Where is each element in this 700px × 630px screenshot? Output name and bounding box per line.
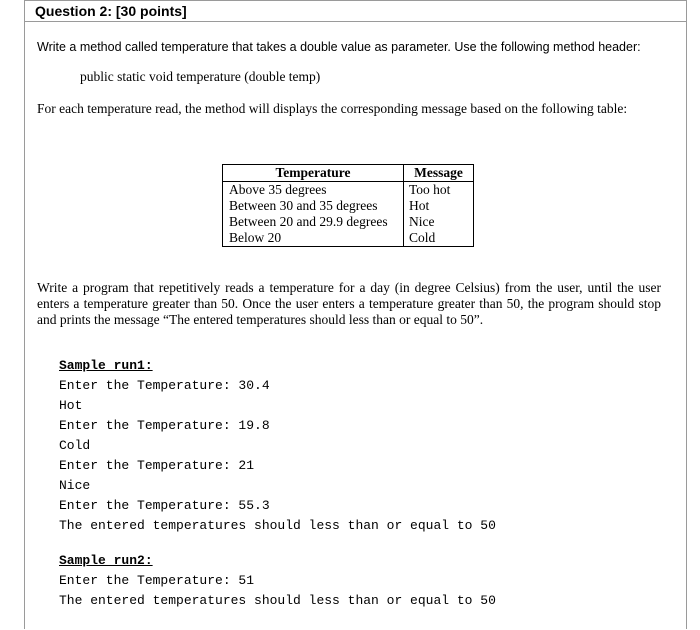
method-header: public static void temperature (double temp)	[80, 69, 321, 84]
sample-run1-title: Sample run1:	[59, 358, 153, 373]
sample-run2-line: Enter the Temperature: 51	[59, 573, 255, 588]
cell-message: Hot	[404, 198, 474, 214]
cell-temperature: Between 30 and 35 degrees	[223, 198, 404, 214]
intro-text: Write a method called temperature that takes a double value as parameter. Use the following method header:	[37, 40, 641, 54]
table-description: For each temperature read, the method will displays the corresponding message based on the following table:	[37, 101, 628, 116]
sample-run1-line: Enter the Temperature: 55.3	[59, 498, 270, 513]
sample-run2-line: The entered temperatures should less than or equal to 50	[59, 593, 496, 608]
header-temperature: Temperature	[223, 165, 404, 182]
sample-run1-line: Hot	[59, 398, 83, 413]
table-row	[223, 230, 474, 247]
sample-run1-line: Nice	[59, 478, 91, 493]
table-row	[223, 214, 474, 230]
header-message: Message	[404, 165, 474, 182]
sample-run1-line: Enter the Temperature: 30.4	[59, 378, 270, 393]
sample-run1-line: Cold	[59, 438, 91, 453]
cell-temperature: Below 20	[223, 230, 404, 247]
cell-message: Cold	[404, 230, 474, 247]
temperature-table	[222, 164, 474, 247]
cell-temperature: Above 35 degrees	[223, 182, 404, 199]
sample-run1-line: Enter the Temperature: 19.8	[59, 418, 270, 433]
cell-message: Nice	[404, 214, 474, 230]
table-row	[223, 198, 474, 214]
table-header-row	[223, 165, 474, 182]
sample-run2-title: Sample run2:	[59, 553, 153, 568]
cell-temperature: Between 20 and 29.9 degrees	[223, 214, 404, 230]
question-title: Question 2: [30 points]	[35, 3, 187, 19]
table-row	[223, 182, 474, 199]
sample-run1-line: Enter the Temperature: 21	[59, 458, 255, 473]
sample-run1-line: The entered temperatures should less than or equal to 50	[59, 518, 496, 533]
cell-message: Too hot	[404, 182, 474, 199]
program-description: Write a program that repetitively reads a temperature for a day (in degree Celsius) from the user, until the user enters a temperature greater than 50. Once the user enters a temperature greater than 50, the program should stop and prints the message “The entered temperatures should less than or equal to 50”.	[37, 280, 661, 327]
